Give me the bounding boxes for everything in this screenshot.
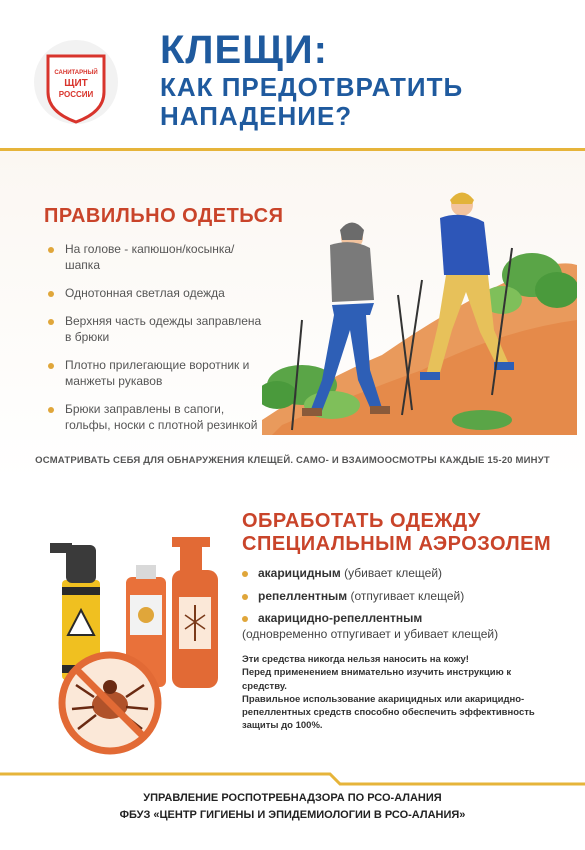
footer-line-1: УПРАВЛЕНИЕ РОСПОТРЕБНАДЗОРА ПО РСО-АЛАНИЯ <box>143 792 442 804</box>
warning-line: Правильное использование акарицидных или акарицидно-репеллентных средств способно обеспечить эффективность защиты до 100%. <box>242 693 535 732</box>
section2-heading-line2: СПЕЦИАЛЬНЫМ АЭРОЗОЛЕМ <box>242 533 552 555</box>
inspect-note: ОСМАТРИВАТЬ СЕБЯ ДЛЯ ОБНАРУЖЕНИЯ КЛЕЩЕЙ. САМО- И ВЗАИМООСМОТРЫ КАЖДЫЕ 15-20 МИНУТ <box>35 455 550 466</box>
warning-line: Эти средства никогда нельзя наносить на кожу! <box>242 654 469 665</box>
title-line-1: КЛЕЩИ: <box>160 28 328 72</box>
aerosol-types-list <box>242 566 562 649</box>
logo <box>28 40 128 130</box>
footer <box>20 790 565 824</box>
title-line-2: КАК ПРЕДОТВРАТИТЬ <box>160 71 464 102</box>
logo-text-line2: ЩИТ <box>64 78 88 89</box>
list-item: Верхняя часть одежды заправлена в брюки <box>48 314 263 346</box>
list-item: репеллентным (отпугивает клещей) <box>242 589 562 605</box>
list-item: акарицидным (убивает клещей) <box>242 566 562 582</box>
footer-line-2: ФБУЗ «ЦЕНТР ГИГИЕНЫ И ЭПИДЕМИОЛОГИИ В РСО-АЛАНИЯ» <box>119 809 466 822</box>
section2-heading <box>242 510 551 556</box>
clothing-list <box>48 242 263 446</box>
warning-text <box>242 653 542 733</box>
list-item: Однотонная светлая одежда <box>48 286 263 302</box>
section2-heading-line1: ОБРАБОТАТЬ ОДЕЖДУ <box>242 510 481 532</box>
list-item: На голове - капюшон/косынка/шапка <box>48 242 263 274</box>
logo-text-line3: РОССИИ <box>58 90 94 99</box>
list-item: Брюки заправлены в сапоги, гольфы, носки с плотной резинкой <box>48 402 263 434</box>
section1-heading: ПРАВИЛЬНО ОДЕТЬСЯ <box>44 205 284 227</box>
logo-text-line1: САНИТАРНЫЙ <box>54 70 98 76</box>
hikers-illustration <box>262 180 577 435</box>
footer-divider <box>0 772 585 786</box>
title-line-3: НАПАДЕНИЕ? <box>160 100 353 131</box>
warning-line: Перед применением внимательно изучить инструкцию к средству. <box>242 667 512 692</box>
aerosol-illustration <box>40 525 235 760</box>
page-title <box>160 28 463 131</box>
list-item: акарицидно-репеллентным (одновременно отпугивает и убивает клещей) <box>242 611 562 642</box>
list-item: Плотно прилегающие воротник и манжеты рукавов <box>48 358 263 390</box>
